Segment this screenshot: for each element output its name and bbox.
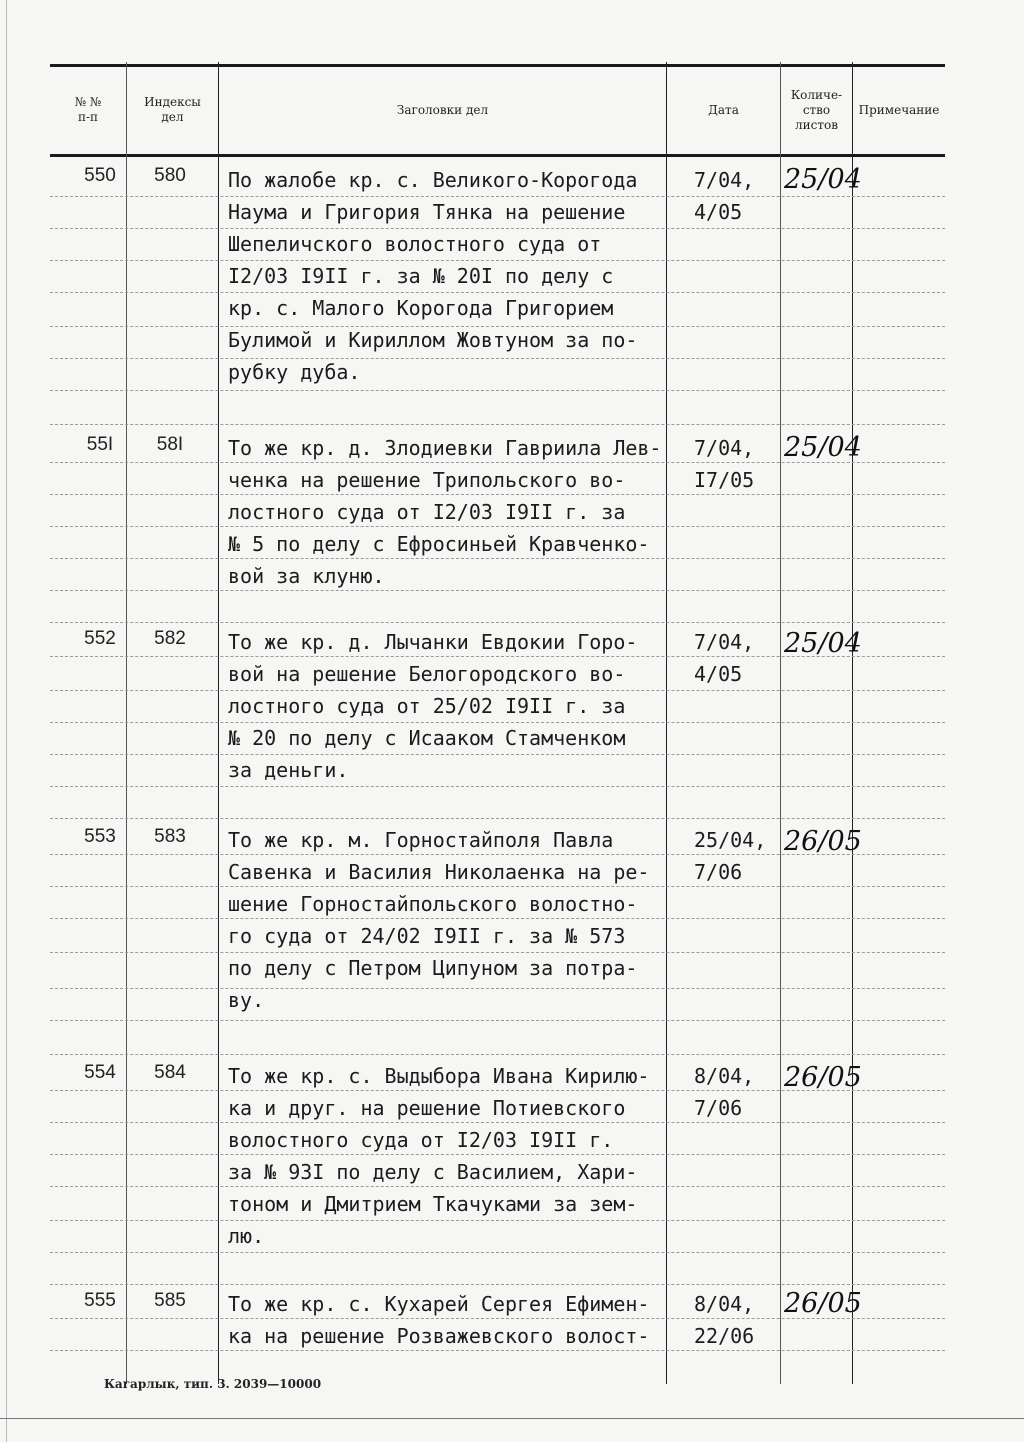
row-number: 550 <box>84 165 116 186</box>
ruling-line <box>50 1284 945 1285</box>
ruling-line <box>50 786 945 787</box>
row-date: 25/04, 7/06 <box>694 828 767 884</box>
row-sheets: 25/04 <box>784 432 862 463</box>
ruling-line <box>50 390 945 391</box>
row-index: 58I <box>156 434 184 455</box>
row-date: 8/04, 22/06 <box>694 1292 755 1348</box>
row-date: 8/04, 7/06 <box>694 1064 755 1120</box>
header-top-rule <box>50 64 945 67</box>
row-title: По жалобе кр. с. Великого-Корогода Наума и Григория Тянка на решение Шепеличского волостного суда от I2/03 I9II г. за № 20I по делу с кр. с. Малого Корогода Григорием Булимой и Кириллом Жовтуном за по- рубку дуба. <box>228 168 638 384</box>
row-date: 7/04, I7/05 <box>694 436 755 492</box>
row-sheets: 26/05 <box>784 1288 862 1319</box>
row-index: 584 <box>154 1062 186 1083</box>
row-title: То же кр. с. Выдыбора Ивана Кирилю- ка и друг. на решение Потиевского волостного суда от I2/03 I9II г. за № 93I по делу с Василием, Хари- тоном и Дмитрием Ткачуками за зем- лю. <box>228 1064 650 1248</box>
header-num: № № п-п <box>74 95 102 124</box>
header-index: Индексы дел <box>144 95 201 124</box>
row-title: То же кр. д. Лычанки Евдокии Горо- вой на решение Белогородского во- лостного суда от 25/02 I9II г. за № 20 по делу с Исааком Стамченком за деньги. <box>228 630 638 782</box>
row-number: 55I <box>86 434 114 455</box>
row-date: 7/04, 4/05 <box>694 630 755 686</box>
row-sheets: 26/05 <box>784 826 862 857</box>
header-bottom-rule <box>50 154 945 157</box>
row-number: 554 <box>84 1062 116 1083</box>
row-index: 582 <box>154 628 186 649</box>
row-title: То же кр. с. Кухарей Сергея Ефимен- ка на решение Розважевского волост- <box>228 1292 650 1348</box>
row-index: 580 <box>154 165 186 186</box>
ruling-line <box>50 818 945 819</box>
row-title: То же кр. м. Горностайполя Павла Савенка и Василия Николаенка на ре- шение Горностайпольского волостно- го суда от 24/02 I9II г. за № 573 по делу с Петром Ципуном за потра- ву. <box>228 828 650 1012</box>
header-note: Примечание <box>858 102 940 117</box>
row-number: 553 <box>84 826 116 847</box>
header-date: Дата <box>708 102 739 117</box>
page-edge <box>6 0 7 1442</box>
row-date: 7/04, 4/05 <box>694 168 755 224</box>
row-number: 555 <box>84 1290 116 1311</box>
printer-imprint: Кагарлык, тип. 3. 2039—10000 <box>104 1377 322 1391</box>
row-title: То же кр. д. Злодиевки Гавриила Лев- ченка на решение Трипольского во- лостного суда от I2/03 I9II г. за № 5 по делу с Ефросиньей Кравченко- вой за клуню. <box>228 436 662 588</box>
row-index: 585 <box>154 1290 186 1311</box>
ruling-line <box>50 622 945 623</box>
header-title: Заголовки дел <box>396 102 489 117</box>
row-index: 583 <box>154 826 186 847</box>
ruling-line <box>50 424 945 425</box>
row-number: 552 <box>84 628 116 649</box>
row-sheets: 26/05 <box>784 1062 862 1093</box>
ruling-line <box>50 1054 945 1055</box>
ruling-line <box>50 1252 945 1253</box>
page-bottom-edge <box>0 1418 1024 1419</box>
row-sheets: 25/04 <box>784 628 862 659</box>
row-sheets: 25/04 <box>784 164 862 195</box>
ruling-line <box>50 1020 945 1021</box>
header-sheets: Количе- ство листов <box>790 87 843 132</box>
